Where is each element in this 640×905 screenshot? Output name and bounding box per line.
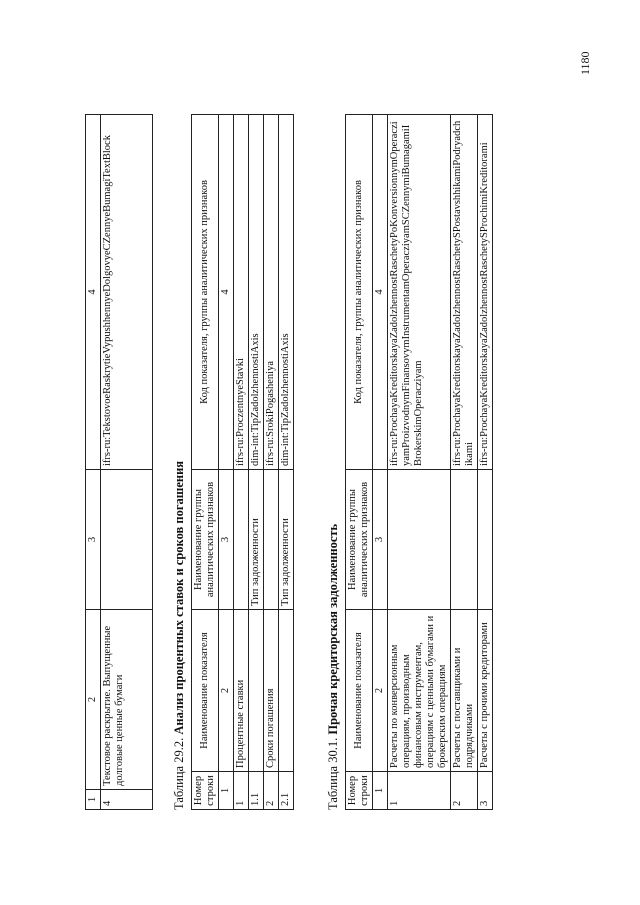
group-name: Тип задолженности xyxy=(249,470,264,610)
row-number: 2 xyxy=(451,772,478,810)
indicator-code: ifrs-ru:ProchayaKreditorskayaZadolzhennostRaschetyPoKonversionnymOperacziyamProizvodnymFinansovymInstrumentamOperacziyamSCZennymiBumagamiIBrokerskimOperacziyam xyxy=(388,115,451,470)
table-30-1 xyxy=(345,114,493,810)
header-indicator-code: Код показателя, группы аналитических признаков xyxy=(192,115,219,470)
col-num-4: 4 xyxy=(373,115,388,470)
table-row xyxy=(388,115,451,810)
indicator-code: ifrs-ru:ProczentnyeStavki xyxy=(234,115,249,470)
group-name: Тип задолженности xyxy=(279,470,294,610)
group-name xyxy=(264,470,279,610)
col-num-1: 1 xyxy=(219,772,234,810)
table-row xyxy=(86,115,101,810)
group-name xyxy=(101,470,153,610)
table-29-2 xyxy=(191,114,294,810)
col-num-2: 2 xyxy=(373,610,388,772)
col-num-1: 1 xyxy=(86,790,101,810)
row-number: 3 xyxy=(478,772,493,810)
indicator-name: Расчеты с прочими кредиторами xyxy=(478,610,493,772)
indicator-name xyxy=(249,610,264,772)
table-30-1-caption: Таблица 30.1. Прочая кредиторская задолженность xyxy=(326,523,340,810)
col-num-3: 3 xyxy=(373,470,388,610)
row-number: 2 xyxy=(264,772,279,810)
col-num-3: 3 xyxy=(219,470,234,610)
header-group-name: Наименование группы аналитических признаков xyxy=(346,470,373,610)
col-num-2: 2 xyxy=(86,610,101,790)
header-indicator-name: Наименование показателя xyxy=(346,610,373,772)
group-name xyxy=(234,470,249,610)
header-indicator-code: Код показателя, группы аналитических признаков xyxy=(346,115,373,470)
table-row xyxy=(373,115,388,810)
header-group-name: Наименование группы аналитических признаков xyxy=(192,470,219,610)
indicator-code: dim-int:TipZadolzhennostiAxis xyxy=(279,115,294,470)
row-number: 1 xyxy=(234,772,249,810)
indicator-code: ifrs-ru:ProchayaKreditorskayaZadolzhennostRaschetySPostavshhikamiPodryadchikami xyxy=(451,115,478,470)
table-header-row xyxy=(346,115,373,810)
page-number: 1180 xyxy=(578,51,592,75)
table-row xyxy=(279,115,294,810)
indicator-code: ifrs-ru:ProchayaKreditorskayaZadolzhennostRaschetySProchimiKreditorami xyxy=(478,115,493,470)
table-29-2-caption: Таблица 29.2. Анализ процентных ставок и сроков погашения xyxy=(172,460,186,810)
group-name xyxy=(388,470,451,610)
indicator-name: Текстовое раскрытие. Выпущенные долговые ценные бумаги xyxy=(101,610,153,790)
col-num-4: 4 xyxy=(86,115,101,470)
col-num-1: 1 xyxy=(373,772,388,810)
row-number: 1.1 xyxy=(249,772,264,810)
col-num-2: 2 xyxy=(219,610,234,772)
row-number: 4 xyxy=(101,790,153,810)
table-header-row xyxy=(192,115,219,810)
indicator-name: Процентные ставки xyxy=(234,610,249,772)
header-row-number: Номер строки xyxy=(192,772,219,810)
indicator-code: ifrs-ru:TekstovoeRaskrytieVypushhennyeDolgovyeCZennyeBumagiTextBlock xyxy=(101,115,153,470)
table-row xyxy=(478,115,493,810)
table-row xyxy=(249,115,264,810)
indicator-name: Расчеты по конверсионным операциям, производным финансовым инструментам, операциям с ценными бумагами и брокерским операциям xyxy=(388,610,451,772)
table-29-1-tail xyxy=(85,114,153,810)
group-name xyxy=(451,470,478,610)
table-row xyxy=(101,115,153,810)
row-number: 1 xyxy=(388,772,451,810)
group-name xyxy=(478,470,493,610)
col-num-4: 4 xyxy=(219,115,234,470)
header-row-number: Номер строки xyxy=(346,772,373,810)
indicator-name: Сроки погашения xyxy=(264,610,279,772)
table-row xyxy=(264,115,279,810)
table-row xyxy=(451,115,478,810)
col-num-3: 3 xyxy=(86,470,101,610)
table-row xyxy=(234,115,249,810)
row-number: 2.1 xyxy=(279,772,294,810)
indicator-name xyxy=(279,610,294,772)
indicator-code: ifrs-ru:SrokiPogasheniya xyxy=(264,115,279,470)
header-indicator-name: Наименование показателя xyxy=(192,610,219,772)
table-row xyxy=(219,115,234,810)
indicator-code: dim-int:TipZadolzhennostiAxis xyxy=(249,115,264,470)
indicator-name: Расчеты с поставщиками и подрядчиками xyxy=(451,610,478,772)
